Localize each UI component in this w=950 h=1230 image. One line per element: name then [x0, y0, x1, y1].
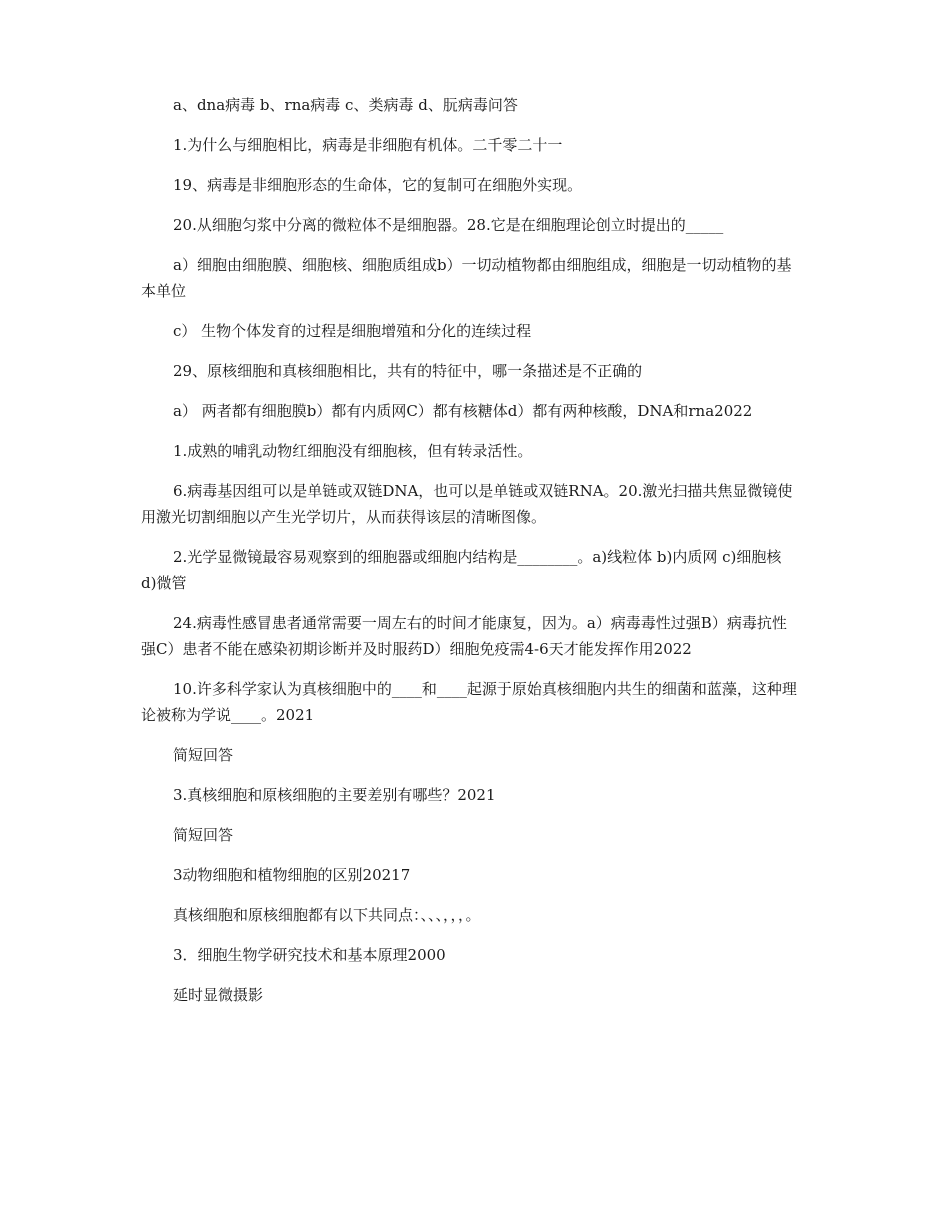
section-heading-short-answer: 简短回答 [173, 746, 234, 764]
paragraph-item-20-28: 20.从细胞匀浆中分离的微粒体不是细胞器。28.它是在细胞理论创立时提出的_____ [173, 216, 724, 234]
paragraph-virus-types: a、dna病毒 b、rna病毒 c、类病毒 d、朊病毒问答 [173, 96, 518, 114]
paragraph-item-10: 10.许多科学家认为真核细胞中的____和____起源于原始真核细胞内共生的细菌和蓝藻，这种理论被称为学说____。2021 [141, 680, 797, 724]
paragraph-item-6-20: 6.病毒基因组可以是单链或双链DNA，也可以是单链或双链RNA。20.激光扫描共焦显微镜使用激光切割细胞以产生光学切片，从而获得该层的清晰图像。 [141, 482, 793, 526]
paragraph-question-1: 1.为什么与细胞相比，病毒是非细胞有机体。二千零二十一 [173, 136, 563, 154]
paragraph-item-19: 19、病毒是非细胞形态的生命体，它的复制可在细胞外实现。 [173, 176, 583, 194]
paragraph-item-1-red-cell: 1.成熟的哺乳动物红细胞没有细胞核，但有转录活性。 [173, 442, 533, 460]
paragraph-time-lapse: 延时显微摄影 [173, 986, 264, 1004]
section-heading-short-answer-2: 简短回答 [173, 826, 234, 844]
paragraph-option-c: c） 生物个体发育的过程是细胞增殖和分化的连续过程 [173, 322, 532, 340]
paragraph-item-3-techniques: 3．细胞生物学研究技术和基本原理2000 [173, 946, 446, 964]
paragraph-item-2-microscope: 2.光学显微镜最容易观察到的细胞器或细胞内结构是________。a)线粒体 b)内质网 c)细胞核 d)微管 [141, 548, 787, 592]
paragraph-item-3-difference: 3.真核细胞和原核细胞的主要差别有哪些？2021 [173, 786, 496, 804]
paragraph-item-3-animal-plant: 3动物细胞和植物细胞的区别20217 [173, 866, 411, 884]
paragraph-common-features: 真核细胞和原核细胞都有以下共同点：、、、，，，。 [173, 906, 481, 924]
paragraph-item-29: 29、原核细胞和真核细胞相比，共有的特征中，哪一条描述是不正确的 [173, 362, 643, 380]
paragraph-option-a-b: a）细胞由细胞膜、细胞核、细胞质组成b）一切动植物都由细胞组成，细胞是一切动植物的基本单位 [141, 256, 792, 300]
paragraph-options-29: a） 两者都有细胞膜b）都有内质网C）都有核糖体d）都有两种核酸，DNA和rna2022 [173, 402, 753, 420]
paragraph-item-24: 24.病毒性感冒患者通常需要一周左右的时间才能康复，因为。a）病毒毒性过强B）病毒抗性强C）患者不能在感染初期诊断并及时服药D）细胞免疫需4-6天才能发挥作用2022 [141, 614, 787, 658]
